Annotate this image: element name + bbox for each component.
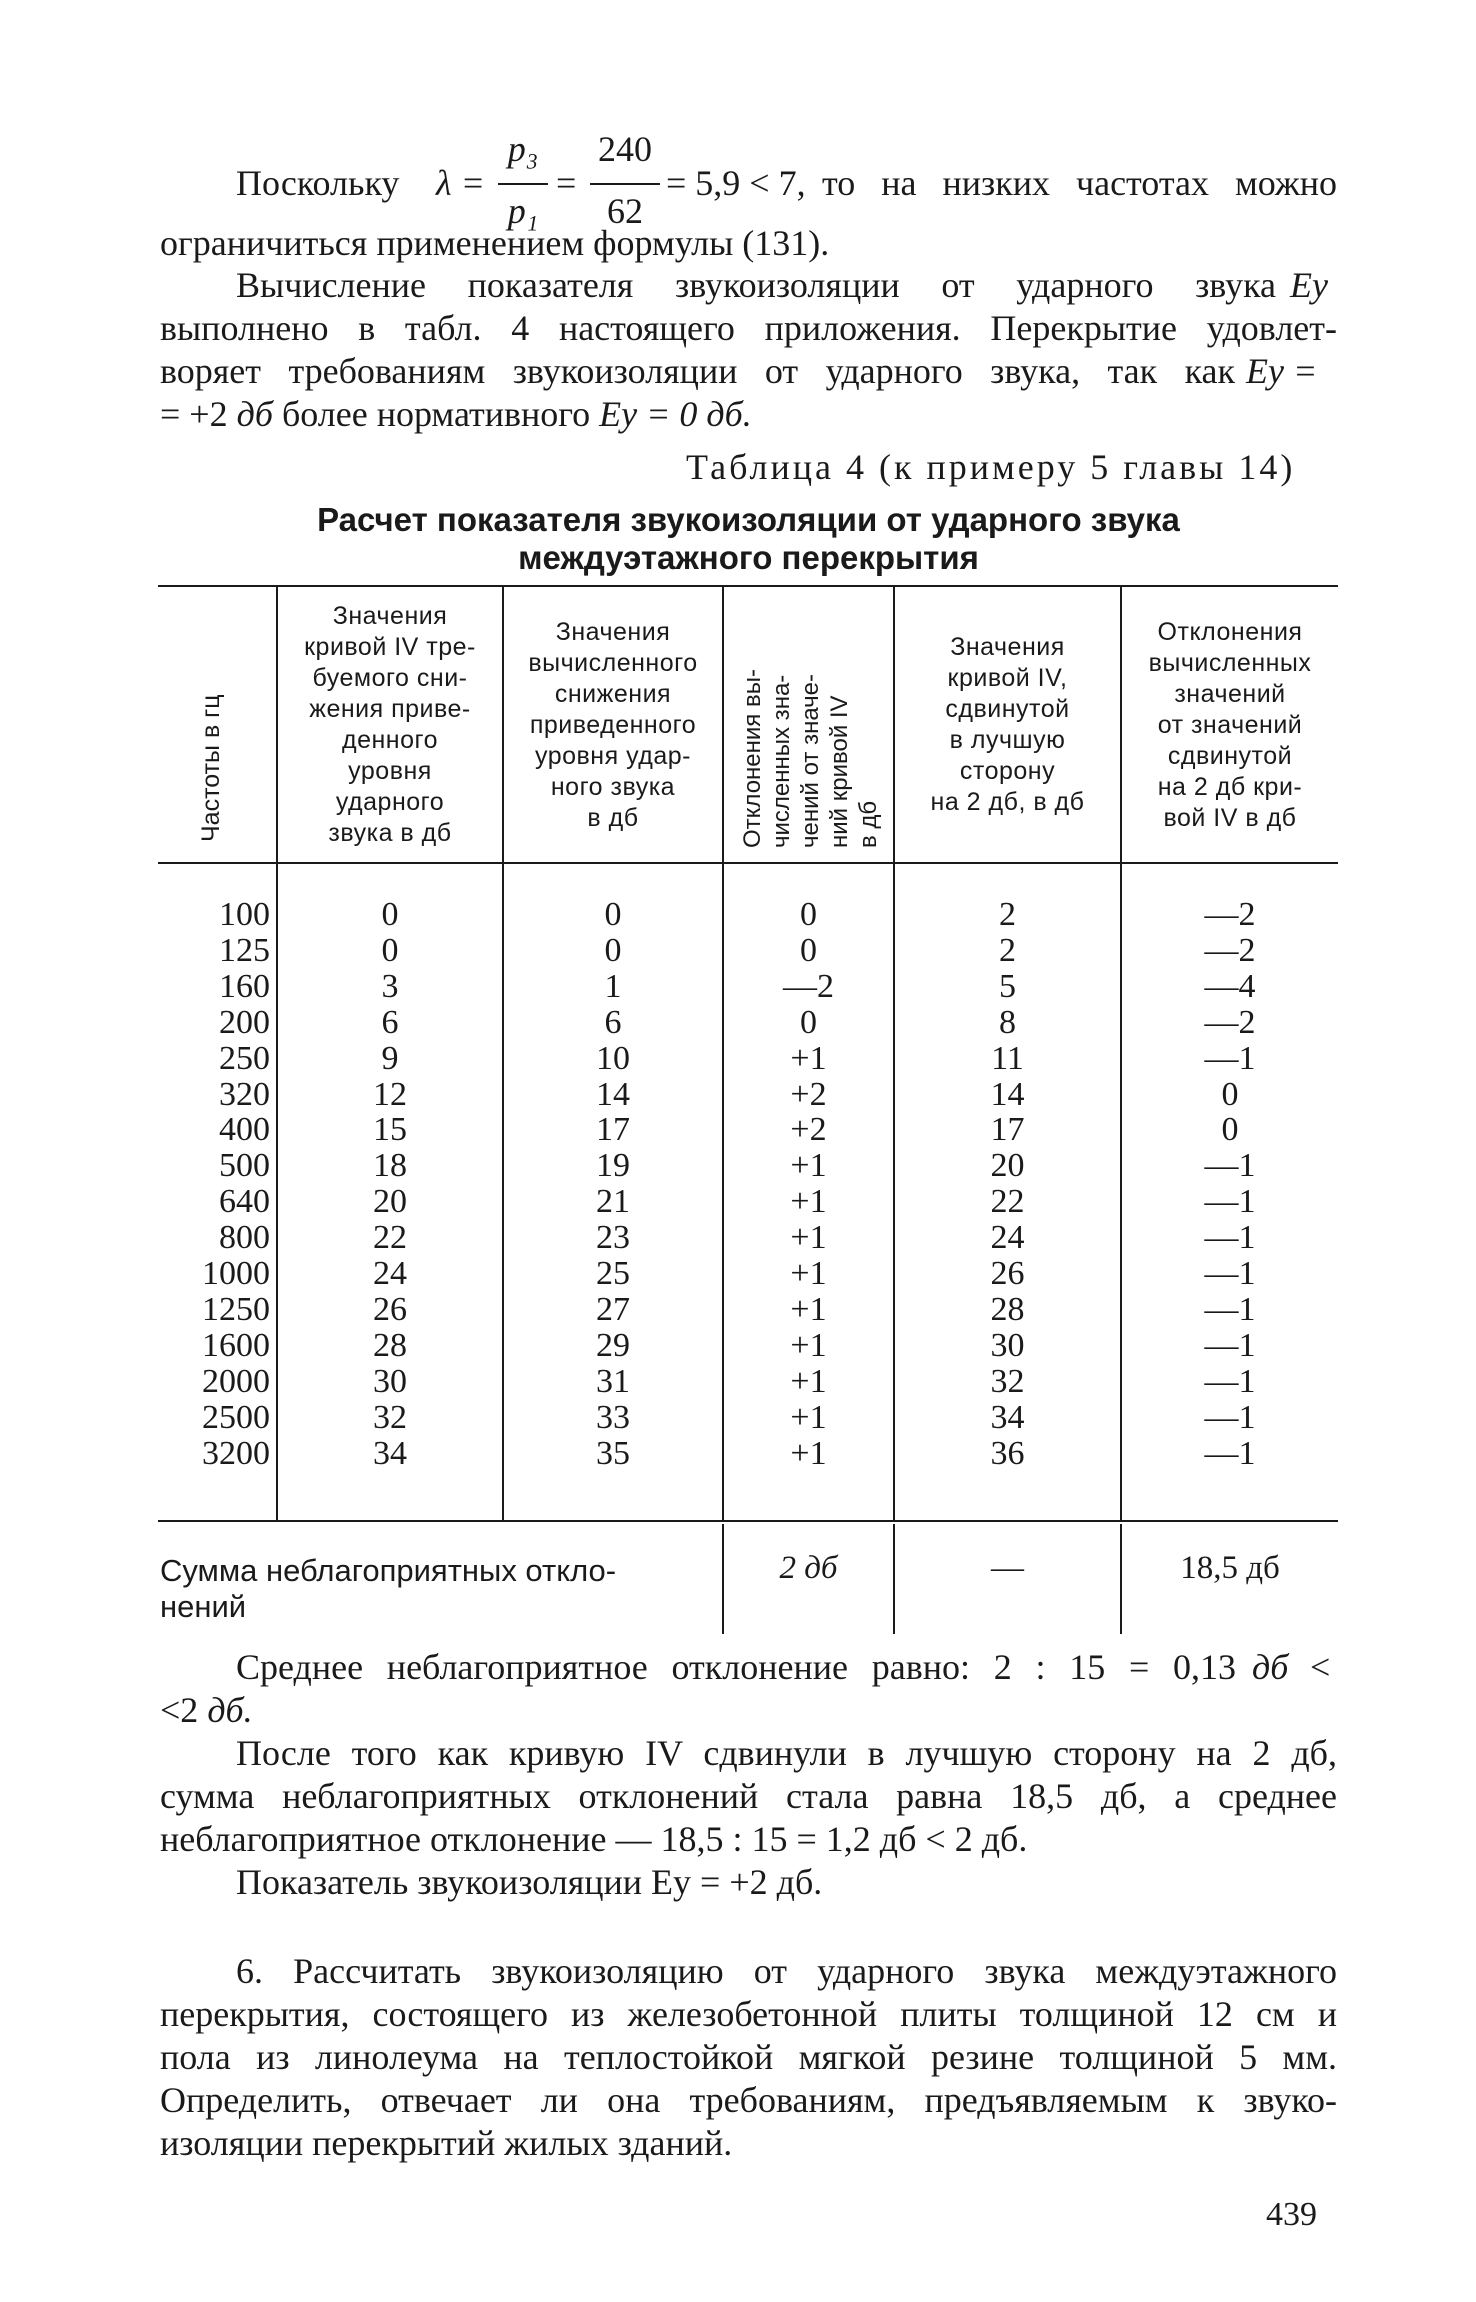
table-top-rule [158, 585, 1338, 587]
frequency-cell: 1600 [202, 1326, 270, 1364]
header-line: кривой IV, [947, 664, 1068, 692]
deviation-cell: +2 [790, 1111, 827, 1149]
after-p2-line-3: неблагоприятное отклонение — 18,5 : 15 = 1,2 дб < 2 дб. [160, 1819, 1028, 1859]
frequency-cell: 160 [219, 967, 270, 1005]
calculated-cell: 31 [596, 1362, 630, 1400]
shifted-cell: 20 [990, 1147, 1025, 1185]
formula-bar-1 [498, 183, 548, 185]
shifted-deviation-cell: —1 [1204, 1147, 1256, 1185]
frequency-cell: 1000 [202, 1255, 270, 1293]
frequency-cell: 500 [219, 1147, 270, 1185]
frequency-cell: 250 [219, 1039, 270, 1077]
shifted-cell: 2 [999, 931, 1016, 969]
required-cell: 12 [373, 1075, 407, 1113]
calculated-cell: 35 [596, 1434, 630, 1472]
after-p1-unit-2: дб. [207, 1690, 253, 1730]
deviation-cell: +1 [790, 1219, 827, 1257]
required-cell: 18 [373, 1147, 407, 1185]
header-line: Отклонения вы- [739, 669, 766, 848]
shifted-deviation-cell: 0 [1221, 1111, 1239, 1149]
shifted-deviation-cell: 0 [1221, 1075, 1239, 1113]
sum-label-line-2: нений [160, 1589, 247, 1624]
header-line: вычисленных [1148, 648, 1312, 677]
header-frequency: Частоты в гц [197, 694, 225, 842]
header-line: жения приве- [309, 695, 471, 723]
deviation-cell: —2 [783, 967, 834, 1005]
shifted-cell: 11 [991, 1039, 1024, 1077]
column-deviation [724, 897, 893, 1472]
para2-text: более нормативного [281, 394, 591, 434]
shifted-deviation-cell: —1 [1204, 1219, 1256, 1257]
table-title-line-2: междуэтажного перекрытия [518, 539, 979, 576]
after-p1-line-2 [160, 1689, 253, 1732]
shifted-cell: 30 [990, 1326, 1025, 1364]
shifted-deviation-cell: —1 [1204, 1183, 1256, 1221]
header-line: сторону [959, 757, 1056, 785]
para2-line-2: выполнено в табл. 4 настоящего приложения. Перекрытие удовлет- [160, 308, 1337, 348]
sum-shifted: — [991, 1550, 1024, 1586]
calculated-cell: 10 [596, 1039, 630, 1077]
shifted-cell: 26 [990, 1255, 1025, 1293]
after-p1-line-1: Среднее неблагоприятное отклонение равно: 2 : 15 = 0,13 [236, 1647, 1236, 1687]
after-p2-line-2: сумма неблагоприятных отклонений стала равна 18,5 дб, а среднее [160, 1776, 1337, 1816]
task-line-4: Определить, отвечает ли она требованиям, предъявляемым к звуко- [160, 2080, 1337, 2120]
shifted-deviation-cell: —1 [1204, 1255, 1256, 1293]
header-line: буемого сни- [312, 664, 468, 692]
frequency-cell: 2500 [202, 1398, 270, 1436]
header-line: уровня [348, 757, 432, 785]
frequency-cell: 100 [219, 896, 270, 933]
calculated-cell: 25 [596, 1255, 630, 1293]
header-line: Значения [950, 633, 1065, 661]
required-cell: 22 [373, 1219, 407, 1257]
formula-lead: Поскольку [236, 163, 400, 203]
frequency-cell: 2000 [202, 1362, 270, 1400]
calculated-cell: 0 [604, 931, 622, 969]
header-line: Значения [332, 602, 448, 630]
shifted-deviation-cell: —1 [1204, 1434, 1256, 1472]
required-cell: 20 [373, 1183, 407, 1221]
sum-shifted-deviation: 18,5 дб [1180, 1550, 1280, 1586]
deviation-cell: 0 [800, 896, 817, 933]
para2-line-3-symbol: Eу = [1246, 351, 1318, 391]
required-cell: 3 [381, 967, 399, 1005]
calculated-cell: 23 [596, 1219, 630, 1257]
required-cell: 26 [373, 1290, 407, 1328]
formula-lambda: λ = [436, 163, 485, 203]
table-body-rule [158, 1520, 1338, 1522]
formula-bar-2 [590, 183, 660, 185]
header-shifted-deviation [1122, 600, 1338, 850]
header-line: сдвинутой [1167, 741, 1293, 770]
page-number: 439 [1266, 2196, 1317, 2233]
calculated-cell: 6 [604, 1003, 622, 1041]
calculated-cell: 0 [604, 896, 622, 933]
header-line: кривой IV тре- [304, 633, 476, 661]
required-cell: 6 [381, 1003, 399, 1041]
header-line: сдвинутой [945, 695, 1070, 723]
table-header-rule [158, 862, 1338, 864]
para2-value: = +2 [160, 394, 228, 434]
header-shifted [895, 600, 1120, 850]
deviation-cell: +2 [790, 1075, 827, 1113]
formula-eq: = [556, 163, 577, 203]
header-line: ного звука [550, 772, 676, 801]
header-line: в дб [855, 800, 882, 848]
deviation-cell: +1 [790, 1147, 827, 1185]
deviation-cell: +1 [790, 1326, 827, 1364]
shifted-cell: 17 [990, 1111, 1025, 1149]
shifted-cell: 8 [999, 1003, 1016, 1041]
header-required [278, 600, 502, 850]
para2-line-3: воряет требованиям звукоизоляции от ударного звука, так как [160, 351, 1235, 391]
header-line: звука в дб [328, 819, 452, 847]
shifted-deviation-cell: —2 [1204, 896, 1256, 933]
column-calculated [504, 897, 722, 1472]
header-line: в дб [587, 803, 639, 832]
shifted-cell: 2 [999, 896, 1016, 933]
shifted-deviation-cell: —1 [1204, 1362, 1256, 1400]
header-line: на 2 дб кри- [1157, 772, 1303, 801]
shifted-cell: 28 [990, 1290, 1025, 1328]
frequency-cell: 640 [219, 1183, 270, 1221]
deviation-cell: +1 [790, 1183, 827, 1221]
paragraph-1-line-2: ограничиться применением формулы (131). [160, 223, 830, 263]
para2-norm: Eу = 0 [599, 394, 698, 434]
frequency-cell: 800 [219, 1219, 270, 1257]
sum-label-line-1: Сумма неблагоприятных откло- [160, 1553, 617, 1588]
table-title-line-1: Расчет показателя звукоизоляции от ударного звука [317, 501, 1180, 538]
shifted-cell: 22 [990, 1183, 1025, 1221]
header-line: вой IV в дб [1163, 803, 1297, 832]
header-line: денного [342, 726, 438, 754]
sum-deviation: 2 дб [779, 1550, 838, 1586]
formula-den: 62 [607, 191, 643, 231]
header-line: в лучшую [949, 726, 1066, 754]
required-cell: 28 [373, 1326, 407, 1364]
required-cell: 30 [373, 1362, 407, 1400]
frequency-cell: 3200 [202, 1434, 270, 1472]
calculated-cell: 19 [596, 1147, 630, 1185]
deviation-cell: +1 [790, 1362, 827, 1400]
deviation-cell: +1 [790, 1039, 827, 1077]
shifted-cell: 36 [990, 1434, 1025, 1472]
shifted-deviation-cell: —2 [1204, 931, 1256, 969]
after-p1-lt: < [1310, 1647, 1331, 1687]
header-line: снижения [554, 679, 672, 708]
deviation-cell: +1 [790, 1290, 827, 1328]
deviation-cell: +1 [790, 1255, 827, 1293]
para2-line-1: Вычисление показателя звукоизоляции от ударного звука [236, 265, 1276, 305]
calculated-cell: 17 [596, 1111, 630, 1149]
column-shifted [895, 897, 1120, 1472]
header-line: ударного [335, 788, 445, 816]
header-line: вычисленного [528, 648, 698, 677]
header-deviation [738, 603, 883, 848]
shifted-cell: 5 [999, 967, 1016, 1005]
header-line: чений от значе- [797, 674, 824, 848]
task-line-1: 6. Рассчитать звукоизоляцию от ударного звука междуэтажного [236, 1951, 1337, 1991]
para2-line-4 [160, 393, 752, 436]
column-shifted-deviation [1122, 897, 1338, 1472]
formula-tail: то на низких частотах можно [822, 163, 1337, 203]
after-p1-value: <2 [160, 1690, 199, 1730]
header-line: от значений [1157, 710, 1303, 739]
required-cell: 24 [373, 1255, 407, 1293]
para2-norm-unit: дб. [706, 394, 752, 434]
formula-result: = 5,9 < 7, [666, 163, 806, 203]
required-cell: 9 [381, 1039, 399, 1077]
deviation-cell: +1 [790, 1398, 827, 1436]
after-p1-unit: дб [1252, 1647, 1289, 1687]
frequency-cell: 1250 [202, 1290, 270, 1328]
deviation-cell: 0 [800, 931, 817, 969]
formula-p1: p₁ [507, 191, 539, 231]
frequency-cell: 200 [219, 1003, 270, 1041]
required-cell: 15 [373, 1111, 407, 1149]
task-line-5: изоляции перекрытий жилых зданий. [160, 2123, 733, 2163]
frequency-cell: 400 [219, 1111, 270, 1149]
shifted-cell: 34 [990, 1398, 1025, 1436]
shifted-deviation-cell: —1 [1204, 1326, 1256, 1364]
shifted-cell: 32 [990, 1362, 1025, 1400]
calculated-cell: 1 [604, 967, 622, 1005]
header-line: значений [1174, 679, 1286, 708]
required-cell: 34 [373, 1434, 407, 1472]
shifted-deviation-cell: —1 [1204, 1398, 1256, 1436]
header-line: Значения [555, 617, 671, 646]
calculated-cell: 21 [596, 1183, 630, 1221]
column-required [278, 897, 502, 1472]
header-line: приведенного [529, 710, 697, 739]
header-calculated [504, 600, 722, 850]
calculated-cell: 33 [596, 1398, 630, 1436]
required-cell: 32 [373, 1398, 407, 1436]
calculated-cell: 29 [596, 1326, 630, 1364]
frequency-cell: 320 [219, 1075, 270, 1113]
shifted-deviation-cell: —1 [1204, 1039, 1256, 1077]
frequency-cell: 125 [219, 931, 270, 969]
required-cell: 0 [381, 896, 399, 933]
deviation-cell: 0 [800, 1003, 817, 1041]
shifted-cell: 14 [990, 1075, 1025, 1113]
required-cell: 0 [381, 931, 399, 969]
header-line: численных зна- [768, 674, 795, 848]
after-p2-line-1: После того как кривую IV сдвинули в лучшую сторону на 2 дб, [236, 1733, 1337, 1773]
para2-unit: дб [236, 394, 273, 434]
shifted-cell: 24 [990, 1219, 1025, 1257]
task-line-2: перекрытия, состоящего из железобетонной плиты толщиной 12 см и [160, 1994, 1337, 2034]
column-frequency [170, 897, 270, 1472]
formula-num: 240 [598, 129, 652, 169]
calculated-cell: 14 [596, 1075, 630, 1113]
shifted-deviation-cell: —2 [1204, 1003, 1256, 1041]
calculated-cell: 27 [596, 1290, 630, 1328]
shifted-deviation-cell: —1 [1204, 1290, 1256, 1328]
after-p3: Показатель звукоизоляции Eу = +2 дб. [236, 1862, 823, 1902]
task-line-3: пола из линолеума на теплостойкой мягкой резине толщиной 5 мм. [160, 2037, 1337, 2077]
header-line: уровня удар- [534, 741, 691, 770]
header-line: на 2 дб, в дб [930, 788, 1085, 816]
header-line: ний кривой IV [826, 695, 853, 848]
header-line: Отклонения [1157, 617, 1303, 646]
formula-p3: p₃ [507, 129, 539, 169]
deviation-cell: +1 [790, 1434, 827, 1472]
shifted-deviation-cell: —4 [1204, 967, 1256, 1005]
table-caption: Таблица 4 (к примеру 5 главы 14) [686, 447, 1296, 487]
para2-line-1-symbol: Eу [1290, 265, 1328, 305]
